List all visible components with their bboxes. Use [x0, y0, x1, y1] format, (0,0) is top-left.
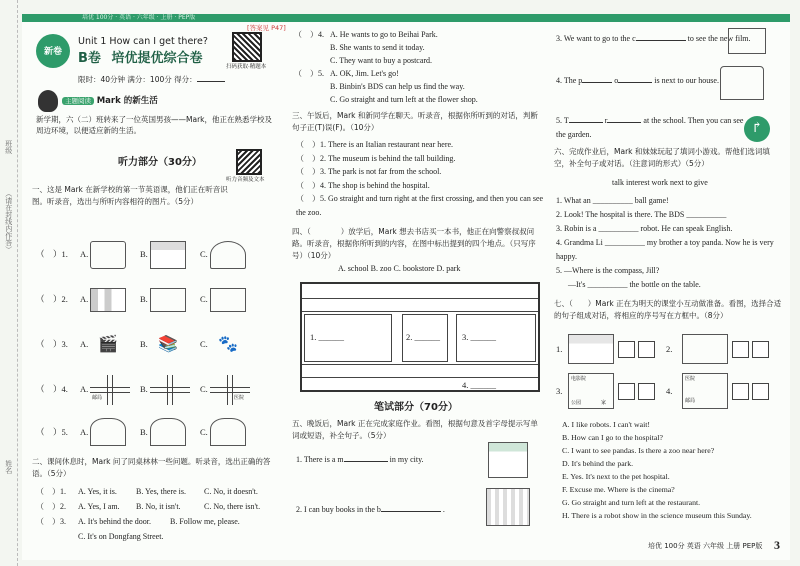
- crossing-map-c: 医院: [210, 375, 250, 405]
- q7-panels: [556, 330, 786, 414]
- q6-item-3: 3. Robin is a __________ robot. He can speak English.: [556, 224, 733, 233]
- audio-qr-code: [236, 149, 262, 175]
- q7-box-2b[interactable]: [752, 341, 769, 358]
- worksheet-page: [22, 14, 790, 560]
- q7-row-2: 3. 电影院 公园 家 4. 医院 邮局: [556, 368, 786, 414]
- q1-stem: 一、这是 Mark 在新学校的第一节英语课，他们正在听音识图。听录音，选出与所听内容相符的图片。（5分）: [32, 185, 228, 206]
- post-office-picture: [720, 66, 764, 100]
- girl-avatar: [38, 90, 58, 112]
- binding-strip: [0, 0, 18, 566]
- q7-option-h: H. There is a robot show in the science museum this Sunday.: [562, 511, 752, 520]
- q7-box-2a[interactable]: [732, 341, 749, 358]
- q7-option-c: C. I want to see pandas. Is there a zoo near here?: [562, 446, 715, 455]
- q6-word-bank: talk interest work next to give: [612, 178, 708, 187]
- listening-title: 听力部分（30分）: [118, 157, 202, 168]
- zoo-icon: [150, 418, 186, 446]
- q1-item-5: （ ）5. A. B. C.: [36, 412, 274, 452]
- station-icon: [150, 241, 186, 269]
- q6-items: [556, 194, 786, 292]
- q6-item-5: 5. —Where is the compass, Jill?: [556, 266, 660, 275]
- binding-class: 班级: [4, 140, 13, 154]
- map-blank-1[interactable]: 1. ______: [310, 332, 344, 342]
- intro-text: 新学期，六（二）班转来了一位英国男孩——Mark，他正在熟悉学校及周边环境，以便适应新的生活。: [36, 115, 272, 135]
- map-blank-3[interactable]: 3. ______: [462, 332, 496, 342]
- logo-badge: 新卷: [36, 34, 70, 68]
- zoo-panel: [682, 334, 728, 364]
- q3-item-5: （ ）5. Go straight and turn right at the first crossing, and then you can see the zoo.: [296, 194, 544, 217]
- q3-item-4: （ ）4. The shop is behind the hospital.: [296, 180, 430, 190]
- bookstore-picture: [486, 488, 530, 526]
- qr-code: [232, 32, 262, 62]
- q2-continued: （ ）4. A. He wants to go to Beihai Park. B. She wants to send it today. C. They want to buy a postcard. （ ）5. A. OK, Jim. Let's go! B. Binbin's BDS can help us find the way. C. Go straight and turn left at the flower shop.: [294, 30, 478, 104]
- shop-icon: [90, 288, 126, 312]
- q2-stem: 二、课间休息时，Mark 问了同桌林林一些问题。听录音，选出正确的答语。（5分）: [32, 457, 271, 478]
- answer-ref: [答案见 P47]: [247, 24, 286, 32]
- cinema-icon: 🎬: [98, 335, 118, 353]
- q1-item-1: （ ）1. A. B. C.: [36, 232, 274, 277]
- q2-item-3: （ ）3. A. It's behind the door. B. Follow me, please.: [36, 517, 240, 526]
- science-museum-icon: [90, 418, 126, 446]
- q5-item-1: 1. There is a m in my city.: [296, 455, 424, 464]
- q3-item-2: （ ）2. The museum is behind the tall building.: [296, 153, 456, 163]
- q7-box-1a[interactable]: [618, 341, 635, 358]
- q6-item-2: 2. Look! The hospital is there. The BDS __________: [556, 210, 727, 219]
- q7-option-g: G. Go straight and turn left at the restaurant.: [562, 498, 701, 507]
- map-blank-4[interactable]: 4. ______: [462, 380, 496, 390]
- school-icon: [210, 418, 246, 446]
- binding-name: 姓名: [4, 460, 13, 474]
- q3-items: [296, 138, 544, 219]
- cinema-picture: [728, 28, 766, 54]
- q6-item-5-reply: —It's __________ the bottle on the table.: [568, 280, 701, 289]
- q7-option-a: A. I like robots. I can't wait!: [562, 420, 651, 429]
- q4-options: A. school B. zoo C. bookstore D. park: [338, 264, 461, 273]
- q2-item-3-c: C. It's on Dongfang Street.: [78, 532, 164, 541]
- q7-option-b: B. How can I go to the hospital?: [562, 433, 663, 442]
- q7-box-3b[interactable]: [638, 383, 655, 400]
- museum-picture: [488, 442, 528, 478]
- q7-box-4a[interactable]: [732, 383, 749, 400]
- street-map: [300, 282, 540, 392]
- bookstore-icon: 📚: [158, 335, 178, 353]
- top-strip: 培优 100分 · 英语 · 六年级 · 上册 · PEP版: [22, 14, 790, 22]
- q5-item-2: 2. I can buy books in the b .: [296, 505, 445, 514]
- q1-item-3: （ ）3. A. 🎬 B. 📚 C. 🐾: [36, 322, 274, 367]
- building-icon: [90, 241, 126, 269]
- crossing-map-b: [150, 375, 190, 405]
- q7-box-1b[interactable]: [638, 341, 655, 358]
- turn-right-arrow-icon: ↱: [744, 116, 770, 142]
- footer-text: 培优 100分 英语 六年级 上册 PEP版: [648, 542, 763, 550]
- museum-panel: [568, 334, 614, 364]
- paper-label: B卷 培优提优综合卷: [78, 51, 203, 66]
- q3-item-3: （ ）3. The park is not far from the school.: [296, 167, 442, 176]
- page-number: 3: [774, 538, 780, 552]
- q6-item-4: 4. Grandma Li __________ my brother a toy panda. Now he is very happy.: [556, 238, 774, 261]
- q7-option-f: F. Excuse me. Where is the cinema?: [562, 485, 675, 494]
- q7-stem: 七、（ ）Mark 正在为明天的课堂小互动做准备。看图，选择合适的句子组成对话，将相应的序号写在方框中。（8分）: [554, 299, 782, 320]
- crossing-map-a: 邮局: [90, 375, 130, 405]
- audio-qr-caption: 听力音频及文本: [226, 177, 265, 183]
- museum-icon: [210, 288, 246, 312]
- hospital-icon: [150, 288, 186, 312]
- qr-caption: 扫码获取·精题本: [226, 64, 267, 70]
- q6-item-1: 1. What an __________ ball game!: [556, 196, 669, 205]
- exam-meta: 限时：40分钟 满分：100分 得分：: [78, 74, 225, 84]
- q5-item-4: 4. The p o is next to our house.: [556, 76, 719, 85]
- map-road-bottom: [302, 364, 538, 378]
- q6-stem: 六、完成作业后，Mark 和妹妹玩起了填词小游戏。帮他们选词填空，补全句子或对话。（注意词的形式）（5分）: [554, 147, 770, 168]
- pet-hospital-icon: 🐾: [218, 335, 238, 353]
- q2-item-2: （ ）2. A. Yes, I am. B. No, it isn't. C. No, there isn't.: [36, 502, 261, 511]
- q3-stem: 三、午饭后，Mark 和新同学在聊天。听录音，根据你所听到的对话，判断句子正(T)误(F)。（10分）: [292, 111, 538, 132]
- map-blank-2[interactable]: 2. ______: [406, 332, 440, 342]
- q5-stem: 五、晚饭后，Mark 正在完成家庭作业。看图，根据句意及首字母提示写单词或短语，补全句子。（5分）: [292, 419, 538, 440]
- park-icon: [210, 241, 246, 269]
- q5-item-5: 5. T r at the school. Then you can see the garden.: [556, 116, 744, 139]
- intro-heading: 主题阅读 Mark 的新生活: [62, 96, 158, 107]
- unit-title: Unit 1 How can I get there?: [78, 36, 208, 47]
- q7-box-4b[interactable]: [752, 383, 769, 400]
- q1-item-2: （ ）2. A. B. C.: [36, 277, 274, 322]
- q7-options: [562, 418, 790, 522]
- q1-item-4: （ ）4. A. 邮局 B. C. 医院: [36, 367, 274, 412]
- q1-rows: [36, 232, 274, 452]
- q7-row-1: 1. 2.: [556, 330, 786, 368]
- q3-item-1: （ ）1. There is an Italian restaurant near here.: [296, 140, 454, 149]
- q7-box-3a[interactable]: [618, 383, 635, 400]
- map-panel-2: 医院 邮局: [682, 373, 728, 409]
- binding-note: （请在封线内作答）: [4, 190, 13, 253]
- writing-title: 笔试部分（70分）: [374, 402, 458, 413]
- q7-option-e: E. Yes. It's next to the pet hospital.: [562, 472, 670, 481]
- map-panel-1: 电影院 公园 家: [568, 373, 614, 409]
- map-road-top: [302, 298, 538, 312]
- q4-stem: 四、（ ）放学后，Mark 想去书店买一本书，他正在向警察叔叔问路。听录音，根据你所听到的内容，在图中标出提到的四个地点。（只写序号）（10分）: [292, 227, 536, 260]
- q7-option-d: D. It's behind the park.: [562, 459, 634, 468]
- q2-item-1: （ ）1. A. Yes, it is. B. Yes, there is. C. No, it doesn't.: [36, 487, 258, 496]
- q5-item-3: 3. We want to go to the c to see the new film.: [556, 34, 751, 43]
- q2-items: [36, 484, 276, 544]
